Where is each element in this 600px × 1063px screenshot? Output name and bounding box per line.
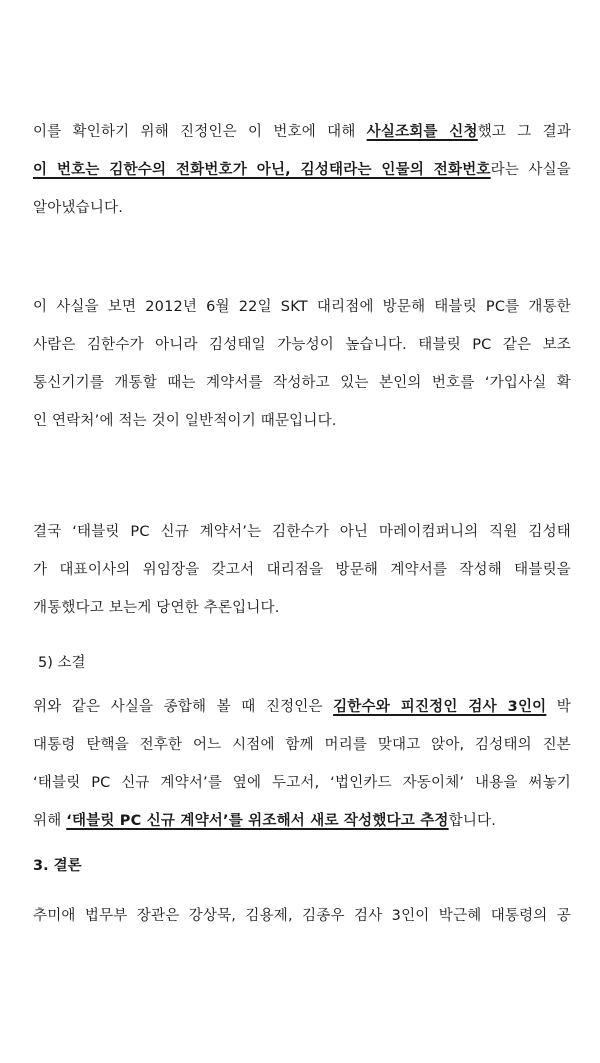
paragraph-conclusion-inference — [33, 513, 571, 627]
text-run: 통신기기를 개통할 때는 계약서를 작성하고 있는 본인의 번호를 ‘가입사실 확 — [33, 375, 571, 391]
text-run: 박 — [546, 699, 571, 715]
text-run: 결국 ‘태블릿 PC 신규 계약서’는 김한수가 아닌 마레이컴퍼니의 직원 김성태 — [33, 524, 571, 540]
underlined-emphasis: 이 번호는 김한수의 전화번호가 아닌, 김성태라는 인물의 전화번호 — [33, 162, 491, 178]
underlined-emphasis: 사실조회를 신청 — [366, 124, 478, 140]
text-run: 알아냈습니다. — [33, 200, 124, 216]
text-run: 추미애 법무부 장관은 강상묵, 김용제, 김종우 검사 3인이 박근혜 대통령의 공 — [33, 908, 571, 924]
text-line — [33, 288, 571, 326]
text-line — [33, 589, 571, 627]
underlined-emphasis: ‘태블릿 PC 신규 계약서’를 위조해서 새로 작성했다고 추정 — [66, 813, 449, 829]
text-run: 인 연락처’에 적는 것이 일반적이기 때문입니다. — [33, 413, 337, 429]
text-run: 위해 — [33, 813, 67, 829]
paragraph-inquiry-result — [33, 113, 571, 227]
text-line — [33, 326, 571, 364]
text-run: ‘태블릿 PC 신규 계약서’를 옆에 두고서, ‘법인카드 자동이체’ 내용을 써놓기 — [33, 775, 571, 791]
text-line — [33, 402, 571, 440]
text-run: 이 사실을 보면 2012년 6월 22일 SKT 대리점에 방문해 태블릿 PC를 개통한 — [33, 299, 571, 315]
text-line — [33, 764, 571, 802]
section-heading-conclusion: 3. 결론 — [33, 858, 82, 874]
text-line — [33, 513, 571, 551]
text-run: 이를 확인하기 위해 진정인은 이 번호에 대해 — [33, 124, 367, 140]
text-run: 했고 그 결과 — [477, 124, 572, 140]
paragraph-skt-activation — [33, 288, 571, 440]
text-line — [33, 688, 571, 726]
text-run: 가 대표이사의 위임장을 갖고서 대리점을 방문해 계약서를 작성해 태블릿을 — [33, 562, 571, 578]
text-run: 위와 같은 사실을 종합해 볼 때 진정인은 — [33, 699, 334, 715]
text-line — [33, 364, 571, 402]
text-run: 사람은 김한수가 아니라 김성태일 가능성이 높습니다. 태블릿 PC 같은 보조 — [33, 337, 571, 353]
text-line — [33, 151, 571, 189]
text-run: 대통령 탄핵을 전후한 어느 시점에 함께 머리를 맞대고 앉아, 김성태의 진본 — [33, 737, 571, 753]
text-line — [33, 802, 571, 840]
text-run: 개통했다고 보는게 당연한 추론입니다. — [33, 600, 280, 616]
text-line — [33, 897, 571, 935]
text-run: 라는 사실을 — [490, 162, 571, 178]
text-line — [33, 189, 571, 227]
paragraph-summary — [33, 688, 571, 840]
text-line — [33, 113, 571, 151]
text-line — [33, 551, 571, 589]
text-run: 합니다. — [448, 813, 497, 829]
underlined-emphasis: 김한수와 피진정인 검사 3인이 — [333, 699, 547, 715]
text-line — [33, 726, 571, 764]
section-subheading: 5) 소결 — [38, 655, 86, 671]
paragraph-final — [33, 897, 571, 935]
